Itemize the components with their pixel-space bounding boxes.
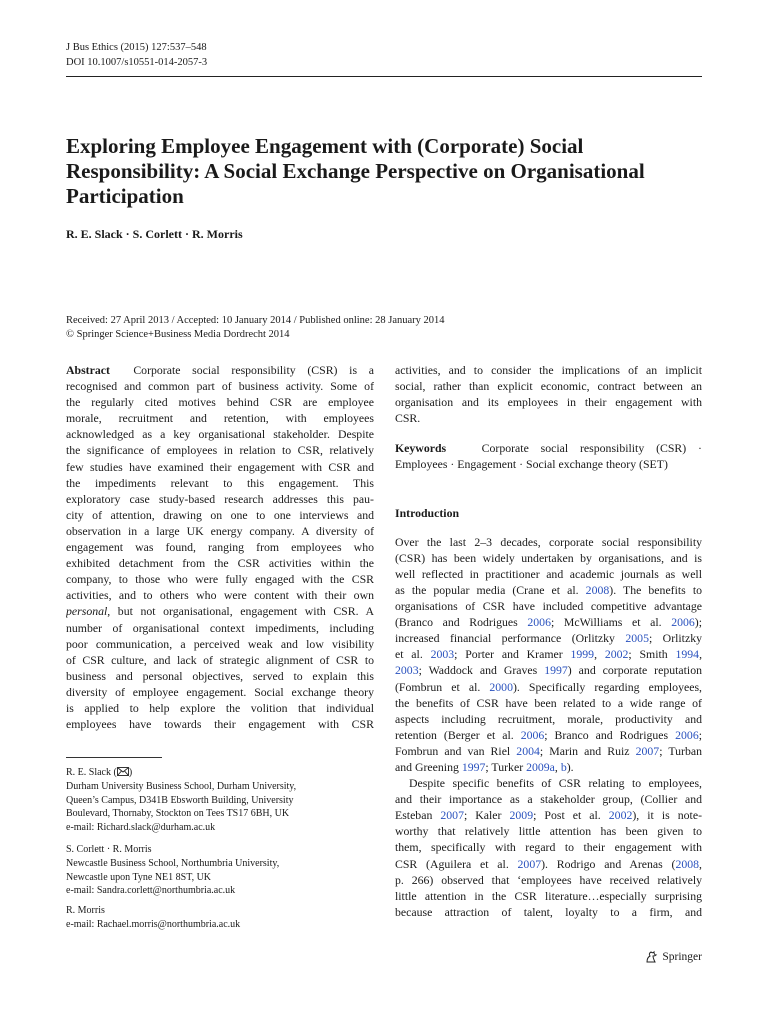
abstract-line: personal, but not organisational, engagement with CSR. A	[66, 604, 374, 619]
envelope-icon	[117, 767, 129, 776]
intro-line: well reflected in practitioner and academic journals as well	[395, 566, 702, 581]
introduction-heading: Introduction	[395, 505, 460, 520]
abstract-line: few studies have examined their engagement with CSR and	[66, 459, 374, 474]
intro-line: p. 266) observed that ‘employees have received relatively	[395, 872, 702, 887]
intro-line: little attention in the CSR literature…especially surprising	[395, 888, 702, 903]
intro-line: (Fombrun et al. 2000). Specifically regarding employees,	[395, 679, 702, 694]
doi: DOI 10.1007/s10551-014-2057-3	[66, 57, 208, 68]
abstract-line: observation in a large UK energy company. A diversity of	[66, 523, 374, 538]
citation-link[interactable]: 2008	[675, 856, 700, 871]
keywords-line: Keywords Corporate social responsibility (CSR) ·	[395, 441, 702, 456]
abstract-line: city of attention, drawing on one to one interviews and	[66, 507, 374, 522]
copyright-line: © Springer Science+Business Media Dordrecht 2014	[66, 329, 290, 340]
abstract-line: social, rather than explicit economic, contract between an	[395, 379, 702, 394]
header-rule	[66, 76, 702, 77]
citation-link[interactable]: 2008	[585, 582, 610, 597]
intro-line: organisations of CSR have included competitive advantage	[395, 599, 702, 614]
abstract-label: Abstract	[66, 363, 110, 377]
intro-line: them, specifically with regard to their engagement with	[395, 840, 702, 855]
affiliation-corlett-morris: S. Corlett · R. Morris Newcastle Business School, Northumbria University, Newcastle upon Tyne NE1 8ST, UK e-mail: Sandra.corlett@northumbria.ac.uk	[66, 843, 374, 898]
publisher-mark	[644, 950, 702, 964]
abstract-line: business and personal objectives, served to explain this	[66, 668, 374, 683]
affiliation-slack: R. E. Slack ( ) Durham University Business School, Durham University, Queen’s Campus, D341B Ebsworth Building, University Boulevard, Thornaby, Stockton on Tees TS17 6BH, UK e-mail: Richard.slack@durham.ac.uk	[66, 766, 374, 835]
citation-link[interactable]: 1994	[675, 647, 700, 662]
abstract-line: activities, and to consider the implications of an implicit	[395, 363, 702, 377]
journal-citation: J Bus Ethics (2015) 127:537–548	[66, 42, 207, 53]
citation-link[interactable]: 2009	[509, 808, 534, 823]
email-link[interactable]: e-mail: Sandra.corlett@northumbria.ac.uk	[66, 885, 236, 897]
intro-line: worthy that relatively little attention has been given to	[395, 824, 702, 839]
affiliation-morris: R. Morris e-mail: Rachael.morris@northumbria.ac.uk	[66, 904, 374, 932]
intro-line: the benefits of CSR have been related to a wide range of	[395, 695, 702, 710]
citation-link[interactable]: b	[560, 759, 567, 774]
abstract-line: employees have towards their engagement with CSR	[66, 717, 374, 732]
citation-link[interactable]: 2009a	[526, 759, 555, 774]
intro-line: (Branco and Rodrigues 2006; McWilliams et al. 2006);	[395, 615, 702, 630]
citation-link[interactable]: 2003	[430, 647, 455, 662]
citation-link[interactable]: 1997	[544, 663, 568, 678]
intro-line: (CSR) has been widely undertaken by organisations, and is	[395, 550, 702, 565]
abstract-line: activities, and to others who were content with their own	[66, 588, 374, 603]
citation-link[interactable]: 2007	[635, 743, 660, 758]
intro-line: as the popular media (Crane et al. 2008). The benefits to	[395, 582, 702, 597]
abstract-line: acknowledged as a key organisational stakeholder. Despite	[66, 427, 374, 442]
abstract-left-column	[66, 362, 374, 732]
email-link[interactable]: e-mail: Richard.slack@durham.ac.uk	[66, 822, 216, 834]
abstract-line: number of organisational context impediments, including	[66, 620, 374, 635]
intro-line: aspects including recruitment, morale, productivity and	[395, 711, 702, 726]
publisher-name: Springer	[662, 951, 702, 963]
right-column	[395, 362, 702, 920]
intro-line: et al. 2003; Porter and Kramer 1999, 2002; Smith 1994,	[395, 647, 702, 662]
citation-link[interactable]: 2004	[516, 743, 540, 758]
abstract-line: is applied to help explore the volition that individual	[66, 700, 374, 715]
publication-dates	[66, 314, 702, 342]
intro-line: because attraction of talent, loyalty to a firm, and	[395, 904, 702, 919]
citation-link[interactable]: 2002	[604, 647, 629, 662]
citation-link[interactable]: 2000	[489, 679, 513, 694]
citation-link[interactable]: 1999	[570, 647, 595, 662]
abstract-line: exhibited detachment from the CSR activities within the	[66, 556, 374, 571]
intro-line: Despite specific benefits of CSR relating to employees,	[409, 776, 702, 791]
intro-line: Esteban 2007; Kaler 2009; Post et al. 2002), it is note-	[395, 808, 702, 823]
intro-line: retention (Berger et al. 2006; Branco and Rodrigues 2006;	[395, 727, 702, 742]
citation-link[interactable]: 2006	[671, 615, 695, 630]
email-link[interactable]: e-mail: Rachael.morris@northumbria.ac.uk	[66, 918, 241, 930]
abstract-line: recognised and common part of business activity. Some of	[66, 379, 374, 394]
abstract-line: diversity of employee engagement. Social exchange theory	[66, 684, 374, 699]
springer-horse-icon	[644, 950, 658, 964]
intro-line: 2003; Waddock and Graves 1997) and corporate reputation	[395, 663, 702, 678]
abstract-line: company, to those who were fully engaged with the CSR	[66, 572, 374, 587]
keywords-line: Employees · Engagement · Social exchange theory (SET)	[395, 457, 668, 472]
intro-line: and their importance as a stakeholder group, (Collier and	[395, 792, 702, 807]
citation-link[interactable]: 2005	[625, 631, 649, 646]
paper-title: Exploring Employee Engagement with (Corporate) Social Responsibility: A Social Exchange Perspective on Organisational Participation	[66, 134, 645, 208]
citation-link[interactable]: 2002	[608, 808, 633, 823]
intro-line: and Greening 1997; Turker 2009a, b).	[395, 759, 574, 774]
abstract-line: exploratory case study-based research addresses this pau-	[66, 491, 374, 506]
citation-link[interactable]: 2006	[520, 727, 545, 742]
citation-link[interactable]: 1997	[461, 759, 486, 774]
intro-line: Over the last 2–3 decades, corporate social responsibility	[395, 534, 702, 549]
abstract-line: the regularly cited motives behind CSR are employee	[66, 395, 374, 410]
intro-line: Fombrun and van Riel 2004; Marin and Ruiz 2007; Turban	[395, 743, 702, 758]
dates-line: Received: 27 April 2013 / Accepted: 10 January 2014 / Published online: 28 January 2014	[66, 315, 445, 326]
journal-header	[66, 40, 207, 70]
abstract-line: organisation and its employees in their engagement with	[395, 395, 702, 410]
citation-link[interactable]: 2006	[675, 727, 699, 742]
authors: R. E. Slack · S. Corlett · R. Morris	[66, 227, 243, 241]
footnote-rule	[66, 757, 162, 758]
abstract-line: morale, recruitment and retention, with employees	[66, 411, 374, 426]
keywords-label: Keywords	[395, 441, 447, 456]
citation-link[interactable]: 2007	[517, 856, 542, 871]
abstract-line: CSR.	[395, 411, 421, 426]
abstract-line: engagement was found, ranging from employees who	[66, 540, 374, 555]
citation-link[interactable]: 2007	[440, 808, 464, 823]
abstract-line: poor communication, a perceived weak and low visibility	[66, 636, 374, 651]
abstract-line: of CSR culture, and lack of strategic alignment of CSR to	[66, 652, 374, 667]
abstract-line: the impediments relevant to this engagement. This	[66, 475, 374, 490]
intro-line: CSR (Aguilera et al. 2007). Rodrigo and Arenas (2008,	[395, 856, 702, 871]
citation-link[interactable]: 2006	[527, 615, 551, 630]
intro-line: increased financial performance (Orlitzky 2005; Orlitzky	[395, 631, 702, 646]
citation-link[interactable]: 2003	[395, 663, 419, 678]
abstract-line: the significance of employees in relation to CSR, relatively	[66, 443, 374, 458]
abstract-line: Abstract Corporate social responsibility (CSR) is a	[66, 363, 374, 377]
